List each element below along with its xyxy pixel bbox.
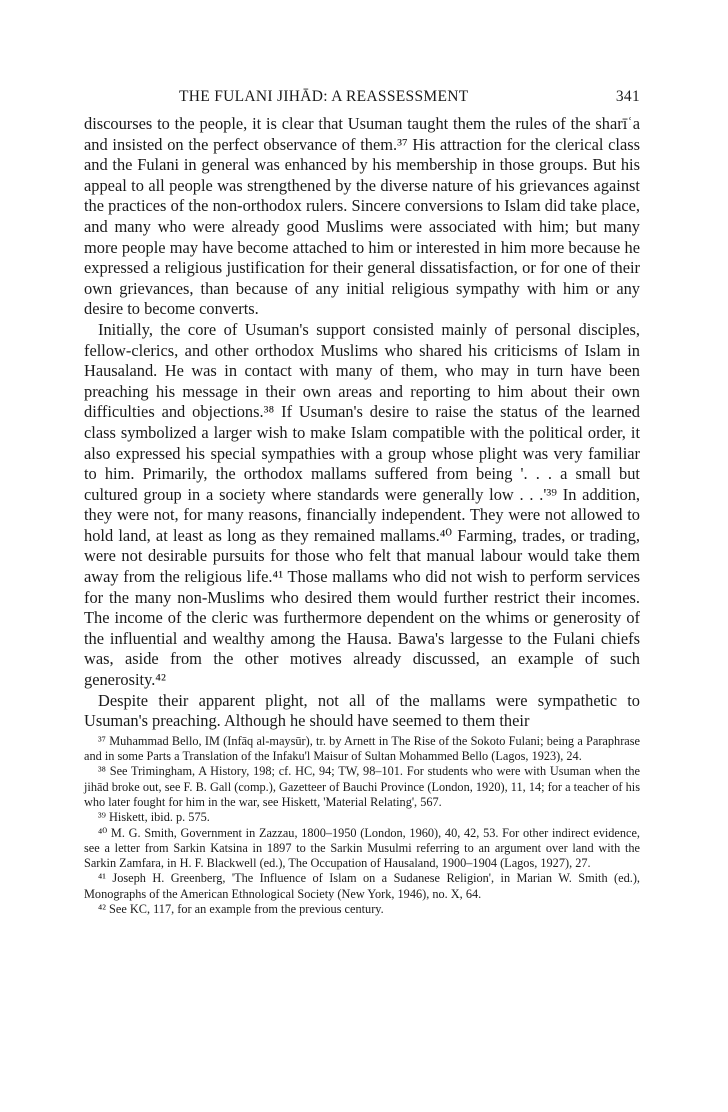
footnotes — [84, 734, 640, 918]
footnote-38: ³⁸ See Trimingham, A History, 198; cf. HC, 94; TW, 98–101. For students who were with Usuman when the jihād broke out, see F. B. Gall (comp.), Gazetteer of Bauchi Province (London, 1920), 11, 14; for a teacher of his who later fought for him in the war, see Hiskett, 'Material Relating', 567. — [84, 764, 640, 809]
footnote-39: ³⁹ Hiskett, ibid. p. 575. — [98, 810, 210, 825]
paragraph-2: Initially, the core of Usuman's support consisted mainly of personal disciples, fellow-clerics, and other orthodox Muslims who shared his criticisms of Islam in Hausaland. He was in contact with many of them, who may in turn have been preaching his message in their own areas and reporting to him about their own difficulties and objections.³⁸ If Usuman's desire to raise the status of the learned class symbolized a larger wish to make Islam compatible with the political order, it also expressed his special sympathies with a group whose plight was very familiar to him. Primarily, the orthodox mallams suffered from being '. . . a small but cultured group in a society where standards were generally low . . .'³⁹ In addition, they were not, for many reasons, financially independent. They were not allowed to hold land, at least as long as they remained mallams.⁴⁰ Farming, trades, or trading, were not desirable pursuits for those who felt that manual labour would take them away from the religious life.⁴¹ Those mallams who did not wish to perform services for the many non-Muslims who desired them would further restrict their incomes. The income of the cleric was furthermore dependent on the whims or generosity of the influential and wealthy among the Hausa. Bawa's largesse to the Fulani chiefs was, aside from the other motives already discussed, an example of such generosity.⁴² — [84, 319, 640, 690]
footnote-41: ⁴¹ Joseph H. Greenberg, 'The Influence of Islam on a Sudanese Religion', in Marian W. Smith (ed.), Monographs of the American Ethnological Society (New York, 1946), no. X, 64. — [84, 871, 640, 901]
footnote-42: ⁴² See KC, 117, for an example from the previous century. — [98, 902, 384, 917]
page — [84, 88, 640, 917]
running-title: THE FULANI JIHĀD: A REASSESSMENT — [179, 88, 469, 105]
body-text — [84, 114, 640, 732]
running-head — [84, 88, 640, 112]
paragraph-3: Despite their apparent plight, not all of the mallams were sympathetic to Usuman's preaching. Although he should have seemed to them their — [84, 690, 640, 731]
paragraph-1: discourses to the people, it is clear that Usuman taught them the rules of the sharīʿa and insisted on the perfect observance of them.³⁷ His attraction for the clerical class and the Fulani in general was enhanced by his membership in those groups. But his appeal to all people was strengthened by the diverse nature of his grievances against the practices of the non-orthodox rulers. Sincere conversions to Islam did take place, and many who were already good Muslims were associated with him; but many more people may have become attached to him or interested in him more because he expressed a religious justification for their general dissatisfaction, or for one of their own grievances, than because of any initial religious sympathy with him or any desire to become converts. — [84, 114, 640, 319]
footnote-40: ⁴⁰ M. G. Smith, Government in Zazzau, 1800–1950 (London, 1960), 40, 42, 53. For other indirect evidence, see a letter from Sarkin Katsina in 1897 to the Sarkin Musulmi referring to an argument over land with the Sarkin Zamfara, in H. F. Blackwell (ed.), The Occupation of Hausaland, 1900–1904 (Lagos, 1927), 27. — [84, 825, 640, 871]
page-number: 341 — [615, 88, 640, 105]
footnote-37: ³⁷ Muhammad Bello, IM (Infāq al-maysūr), tr. by Arnett in The Rise of the Sokoto Fulani; being a Paraphrase and in some Parts a Translation of the Infaku'l Maisur of Sultan Mohammed Bello (Lagos, 1923), 24. — [84, 733, 640, 764]
